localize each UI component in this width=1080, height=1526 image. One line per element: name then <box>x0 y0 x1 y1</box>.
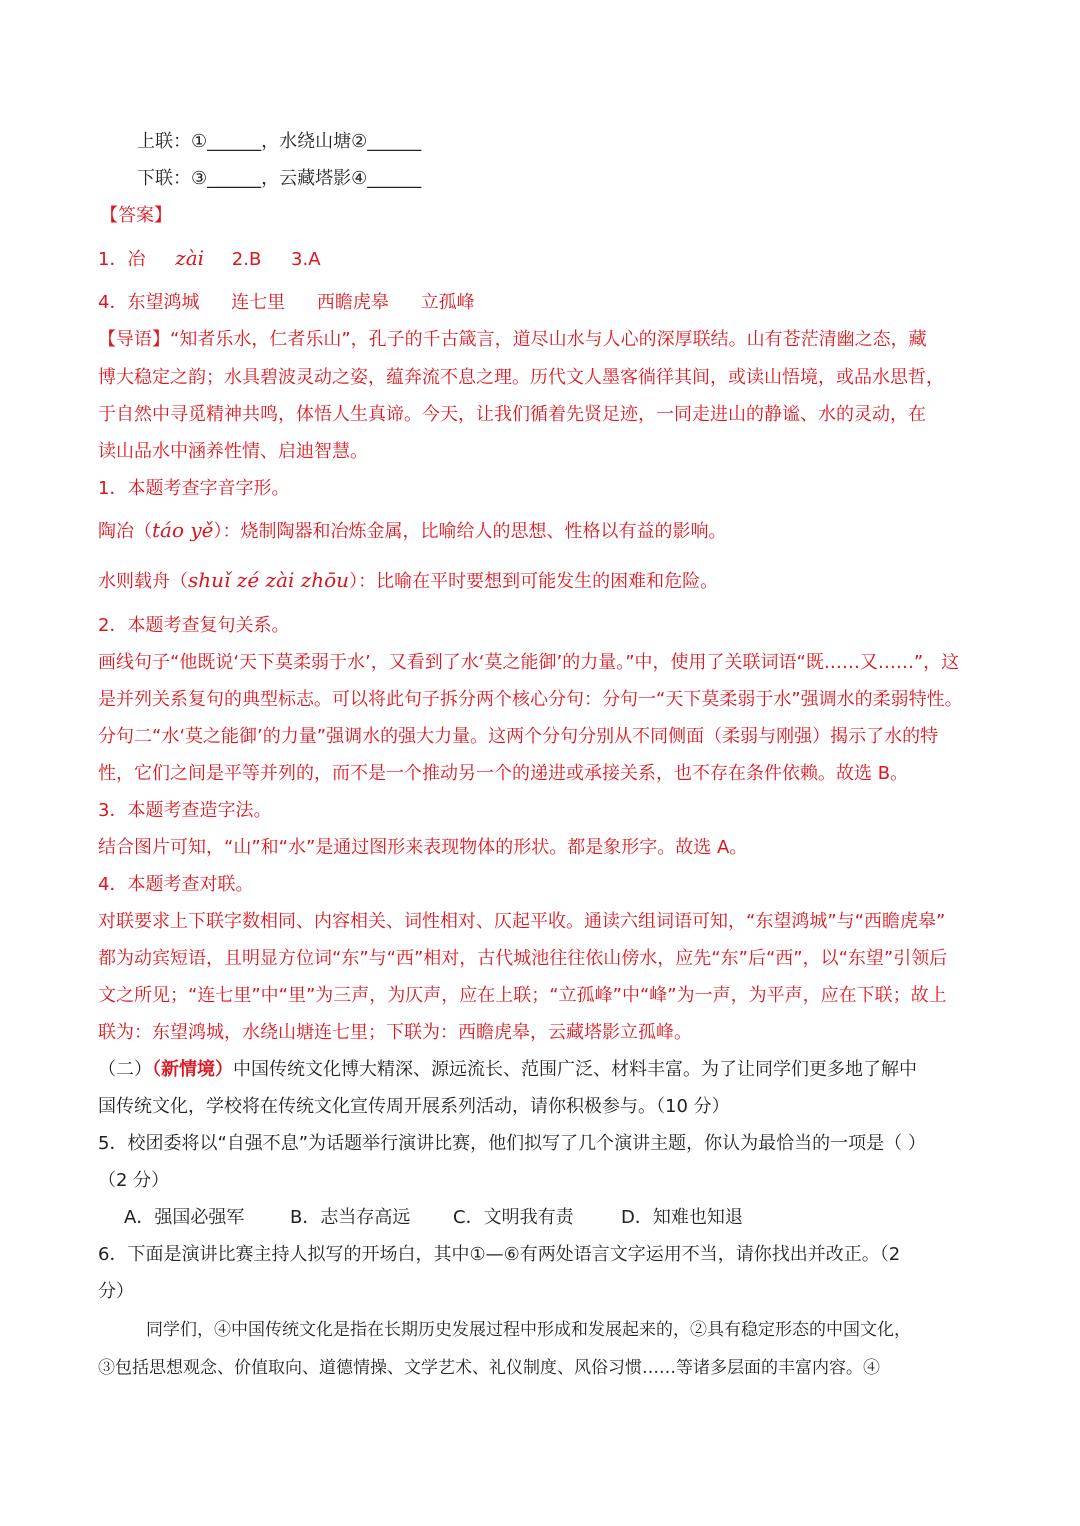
answer-q1-pinyin: zài <box>175 246 205 270</box>
section2-line-2: 国传统文化，学校将在传统文化宣传周开展系列活动，请你积极参与。（10 分） <box>98 1096 730 1117</box>
exp4-line-2: 都为动宾短语，且明显方位词“东”与“西”相对，古代城池往往依山傍水，应先“东”后“西”，以“东望”引领后 <box>98 948 948 969</box>
section2-text-1: 中国传统文化博大精深、源远流长、范围广泛、材料丰富。为了让同学们更多地了解中 <box>233 1059 917 1080</box>
section2-line-1 <box>98 1058 917 1082</box>
exp4-title: 4．本题考查对联。 <box>98 874 254 895</box>
q5-option-a[interactable]: A．强国必强军 <box>124 1207 245 1228</box>
exp1-a-post: ）：烧制陶器和冶炼金属，比喻给人的思想、性格以有益的影响。 <box>213 521 727 542</box>
exp4-line-4: 联为：东望鸿城，水绕山塘连七里；下联为：西瞻虎皋，云藏塔影立孤峰。 <box>98 1022 692 1043</box>
q5-option-d[interactable]: D．知难也知退 <box>621 1207 743 1228</box>
q6-line-2: 分） <box>98 1281 134 1302</box>
answer-heading: 【答案】 <box>100 205 172 226</box>
section2-tag: （新情境） <box>152 1059 233 1080</box>
exp2-line-1: 画线句子“他既说‘天下莫柔弱于水’，又看到了水‘莫之能御’的力量。”中，使用了关联词语“既……又……”，这 <box>98 652 960 673</box>
exp1-b-pinyin: shuǐ zé zài zhōu <box>188 568 350 592</box>
guide-line-3: 于自然中寻觅精神共鸣，体悟人生真谛。今天，让我们循着先贤足迹，一同走进山的静谧、水的灵动，在 <box>98 404 926 425</box>
exp1-title: 1．本题考查字音字形。 <box>98 478 290 499</box>
q5-line-1: 5．校团委将以“自强不息”为话题举行演讲比赛，他们拟写了几个演讲主题，你认为最恰当的一项是（ ） <box>98 1133 926 1154</box>
couplet-upper: 上联：①______，水绕山塘②______ <box>137 131 422 152</box>
q5-option-c[interactable]: C．文明我有责 <box>453 1207 574 1228</box>
section2-prefix: （二） <box>98 1059 152 1080</box>
exp2-line-2: 是并列关系复句的典型标志。可以将此句子拆分两个核心分句：分句一“天下莫柔弱于水”强调水的柔弱特性。 <box>98 689 963 710</box>
guide-text-1: “知者乐水，仁者乐山”，孔子的千古箴言，道尽山水与人心的深厚联结。山有苍茫清幽之态，藏 <box>170 329 927 350</box>
q5-line-2: （2 分） <box>98 1170 170 1191</box>
guide-label: 【导语】 <box>98 329 170 350</box>
exp2-line-4: 性，它们之间是平等并列的，而不是一个推动另一个的递进或承接关系，也不存在条件依赖。故选 B。 <box>98 763 909 784</box>
exp4-line-3: 文之所见；“连七里”中“里”为三声，为仄声，应在上联；“立孤峰”中“峰”为一声，为平声，应在下联；故上 <box>98 985 947 1006</box>
exp1-b-post: ）：比喻在平时要想到可能发生的困难和危险。 <box>349 571 719 592</box>
answer-q4-word-2: 连七里 <box>231 292 286 313</box>
exp1-b-pre: 水则载舟（ <box>98 571 188 592</box>
guide-line-4: 读山品水中涵养性情、启迪智慧。 <box>98 441 368 462</box>
q5-options <box>124 1206 743 1230</box>
couplet-lower: 下联：③______，云藏塔影④______ <box>137 168 422 189</box>
exp1-a-pinyin: táo yě <box>152 518 214 542</box>
q5-option-b[interactable]: B．志当存高远 <box>290 1207 411 1228</box>
answer-q4-word-1: 4．东望鸿城 <box>98 292 200 313</box>
answer-q1: 1．冶 <box>98 249 146 270</box>
answer-line-4 <box>98 291 475 315</box>
exp1-line-b <box>98 568 718 594</box>
answer-q3: 3.A <box>291 249 321 270</box>
exp2-title: 2．本题考查复句关系。 <box>98 615 290 636</box>
answer-q4-word-3: 西瞻虎皋 <box>316 292 389 313</box>
passage-line-2: ③包括思想观念、价值取向、道德情操、文学艺术、礼仪制度、风俗习惯……等诸多层面的丰富内容。④ <box>98 1358 880 1378</box>
guide-line-1 <box>98 328 927 352</box>
exp3-line-1: 结合图片可知，“山”和“水”是通过图形来表现物体的形状。都是象形字。故选 A。 <box>98 837 748 858</box>
answer-q2: 2.B <box>231 249 262 270</box>
q6-line-1: 6．下面是演讲比赛主持人拟写的开场白，其中①—⑥有两处语言文字运用不当，请你找出并改正。（2 <box>98 1244 901 1265</box>
answer-line-1 <box>98 246 321 272</box>
answer-q4-word-4: 立孤峰 <box>420 292 475 313</box>
passage-line-1: 同学们，④中国传统文化是指在长期历史发展过程中形成和发展起来的，②具有稳定形态的中国文化， <box>146 1320 911 1340</box>
exp4-line-1: 对联要求上下联字数相同、内容相关、词性相对、仄起平收。通读六组词语可知，“东望鸿城”与“西瞻虎皋” <box>98 911 946 932</box>
exp1-a-pre: 陶冶（ <box>98 521 152 542</box>
exp1-line-a <box>98 518 727 544</box>
exp2-line-3: 分句二“水‘莫之能御’的力量”强调水的强大力量。这两个分句分别从不同侧面（柔弱与刚强）揭示了水的特 <box>98 726 939 747</box>
exp3-title: 3．本题考查造字法。 <box>98 800 272 821</box>
guide-line-2: 博大稳定之韵；水具碧波灵动之姿，蕴奔流不息之理。历代文人墨客徜徉其间，或读山悟境，或品水思哲， <box>98 367 944 388</box>
